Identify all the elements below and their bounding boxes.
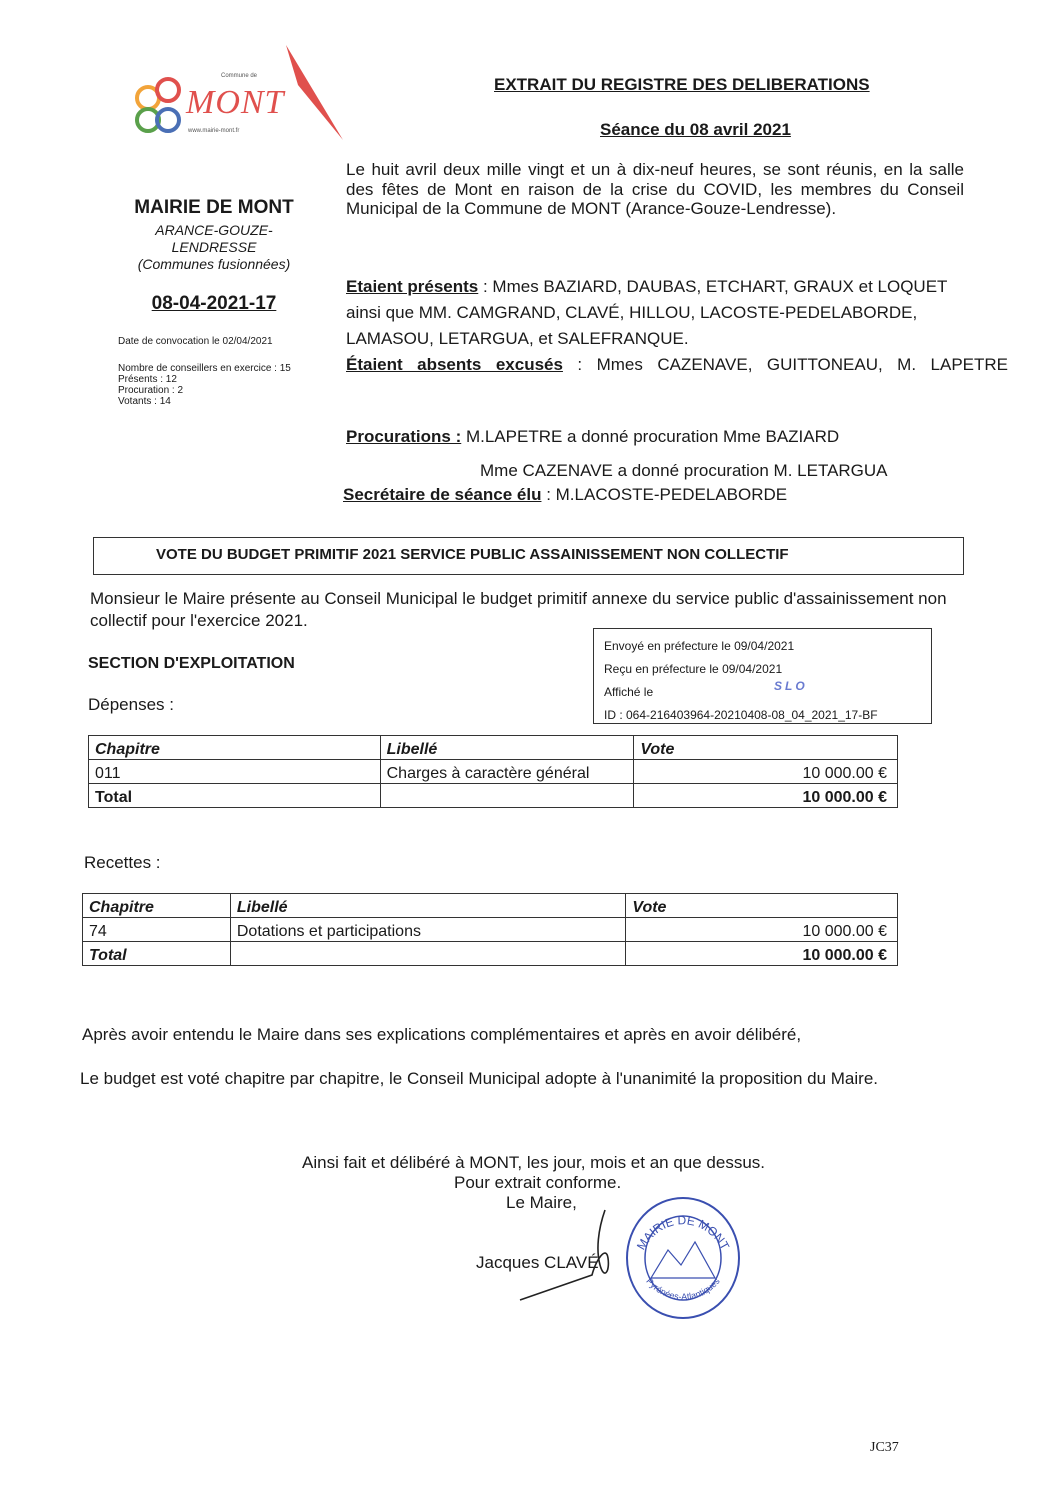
commune-logo <box>118 40 358 150</box>
header-chapitre: Chapitre <box>89 736 381 760</box>
presents-count: Présents : 12 <box>118 374 177 385</box>
cell-libelle: Dotations et participations <box>230 918 625 942</box>
affiche-line: Affiché le <box>604 685 654 699</box>
envoye-line: Envoyé en préfecture le 09/04/2021 <box>604 639 795 653</box>
mairie-sub-line3: (Communes fusionnées) <box>137 256 291 272</box>
cell-vote: 10 000.00 € <box>634 760 898 784</box>
recu-line: Reçu en préfecture le 09/04/2021 <box>604 662 783 676</box>
procuration-2: Mme CAZENAVE a donné procuration M. LETARGUA <box>480 461 888 480</box>
total-value: 10 000.00 € <box>626 942 898 966</box>
svg-text:Pyrénées-Atlantiques <box>644 1276 722 1302</box>
secretaire-label: Secrétaire de séance élu <box>343 485 542 504</box>
total-empty <box>230 942 625 966</box>
total-row <box>83 942 898 966</box>
absents-label: Étaient absents excusés <box>346 355 563 374</box>
depenses-label: Dépenses : <box>88 695 174 714</box>
intro-paragraph: Le huit avril deux mille vingt et un à dix-neuf heures, se sont réunis, en la salle des fêtes de Mont en raison de la crise du COVID, les membres du Conseil Municipal de la Commune de MONT (Arance-Gouze-Lendresse). <box>346 160 964 218</box>
total-empty <box>380 784 634 808</box>
svg-text:MAIRIE DE MONT <box>634 1213 733 1253</box>
procuration-count: Procuration : 2 <box>118 385 184 396</box>
logo-small-text: Commune de <box>221 73 258 79</box>
conclusion-2: Le budget est voté chapitre par chapitre, le Conseil Municipal adopte à l'unanimité la proposition du Maire. <box>80 1069 878 1088</box>
procuration-1: M.LAPETRE a donné procuration Mme BAZIARD <box>461 427 840 446</box>
cell-chapitre: 011 <box>89 760 381 784</box>
header-vote: Vote <box>634 736 898 760</box>
seance-date: Séance du 08 avril 2021 <box>600 120 791 139</box>
mairie-sub-line1: ARANCE-GOUZE- <box>155 222 273 238</box>
recettes-table <box>82 893 898 966</box>
depenses-table <box>88 735 898 808</box>
acte-id-line: ID : 064-216403964-20210408-08_04_2021_17-BF <box>604 708 878 722</box>
conclusion-1: Après avoir entendu le Maire dans ses explications complémentaires et après en avoir délibéré, <box>82 1025 802 1044</box>
mairie-subtitle <box>108 222 320 273</box>
mairie-sub-line2: LENDRESSE <box>171 239 257 255</box>
mairie-seal <box>623 1190 743 1320</box>
convocation-date: Date de convocation le 02/04/2021 <box>118 336 273 347</box>
total-row <box>89 784 898 808</box>
signature-line-1: Ainsi fait et délibéré à MONT, les jour, mois et an que dessus. <box>302 1153 766 1172</box>
presents-label: Etaient présents <box>346 277 479 296</box>
conseillers-count: Nombre de conseillers en exercice : 15 <box>118 363 291 374</box>
logo-url: www.mairie-mont.fr <box>188 128 240 134</box>
presents-text: : Mmes BAZIARD, DAUBAS, ETCHART, GRAUX et LOQUET ainsi que MM. CAMGRAND, CLAVÉ, HILLOU, LACOSTE-PEDELABORDE, LAMASOU, LETARGUA, et SALEFRANQUE. <box>346 277 948 348</box>
signature-line-2: Pour extrait conforme. <box>454 1173 622 1192</box>
table-row <box>83 918 898 942</box>
vote-title: VOTE DU BUDGET PRIMITIF 2021 SERVICE PUBLIC ASSAINISSEMENT NON COLLECTIF <box>156 546 789 563</box>
vote-title-box <box>93 537 964 575</box>
mayor-name: Jacques CLAVÉ <box>476 1253 599 1272</box>
slo-stamp: SLO <box>774 679 808 693</box>
cell-libelle: Charges à caractère général <box>380 760 634 784</box>
votants-count: Votants : 14 <box>118 396 171 407</box>
presentation-paragraph: Monsieur le Maire présente au Conseil Municipal le budget primitif annexe du service public d'assainissement non collectif pour l'exercice 2021. <box>90 589 947 630</box>
header-vote: Vote <box>626 894 898 918</box>
handwritten-signature <box>500 1200 640 1310</box>
header-libelle: Libellé <box>380 736 634 760</box>
table-header-row <box>83 894 898 918</box>
footer-code: JC37 <box>870 1440 899 1455</box>
total-label: Total <box>89 784 381 808</box>
mairie-title: MAIRIE DE MONT <box>134 197 294 218</box>
presents-paragraph <box>346 274 964 352</box>
procurations-label: Procurations : <box>346 427 462 446</box>
table-header-row <box>89 736 898 760</box>
cell-chapitre: 74 <box>83 918 231 942</box>
secretaire-text: : M.LACOSTE-PEDELABORDE <box>541 485 788 504</box>
seal-top-text: MAIRIE DE MONT <box>633 1213 733 1253</box>
seal-bottom-text: Pyrénées-Atlantiques <box>644 1276 722 1302</box>
total-value: 10 000.00 € <box>634 784 898 808</box>
prefecture-box <box>593 628 932 724</box>
total-label: Total <box>83 942 231 966</box>
procurations-line <box>346 424 839 450</box>
absents-text: : Mmes CAZENAVE, GUITTONEAU, M. LAPETRE <box>562 355 1008 374</box>
signature-line-3: Le Maire, <box>506 1193 577 1212</box>
section-title: SECTION D'EXPLOITATION <box>88 655 295 672</box>
logo-word: MONT <box>186 84 285 121</box>
header-chapitre: Chapitre <box>83 894 231 918</box>
member-counts <box>118 363 291 407</box>
absents-paragraph <box>346 352 1008 378</box>
cell-vote: 10 000.00 € <box>626 918 898 942</box>
header-libelle: Libellé <box>230 894 625 918</box>
deliberation-number: 08-04-2021-17 <box>151 293 277 314</box>
recettes-label: Recettes : <box>84 853 161 872</box>
table-row <box>89 760 898 784</box>
secretaire-line <box>343 482 787 508</box>
document-title: EXTRAIT DU REGISTRE DES DELIBERATIONS <box>494 75 870 94</box>
